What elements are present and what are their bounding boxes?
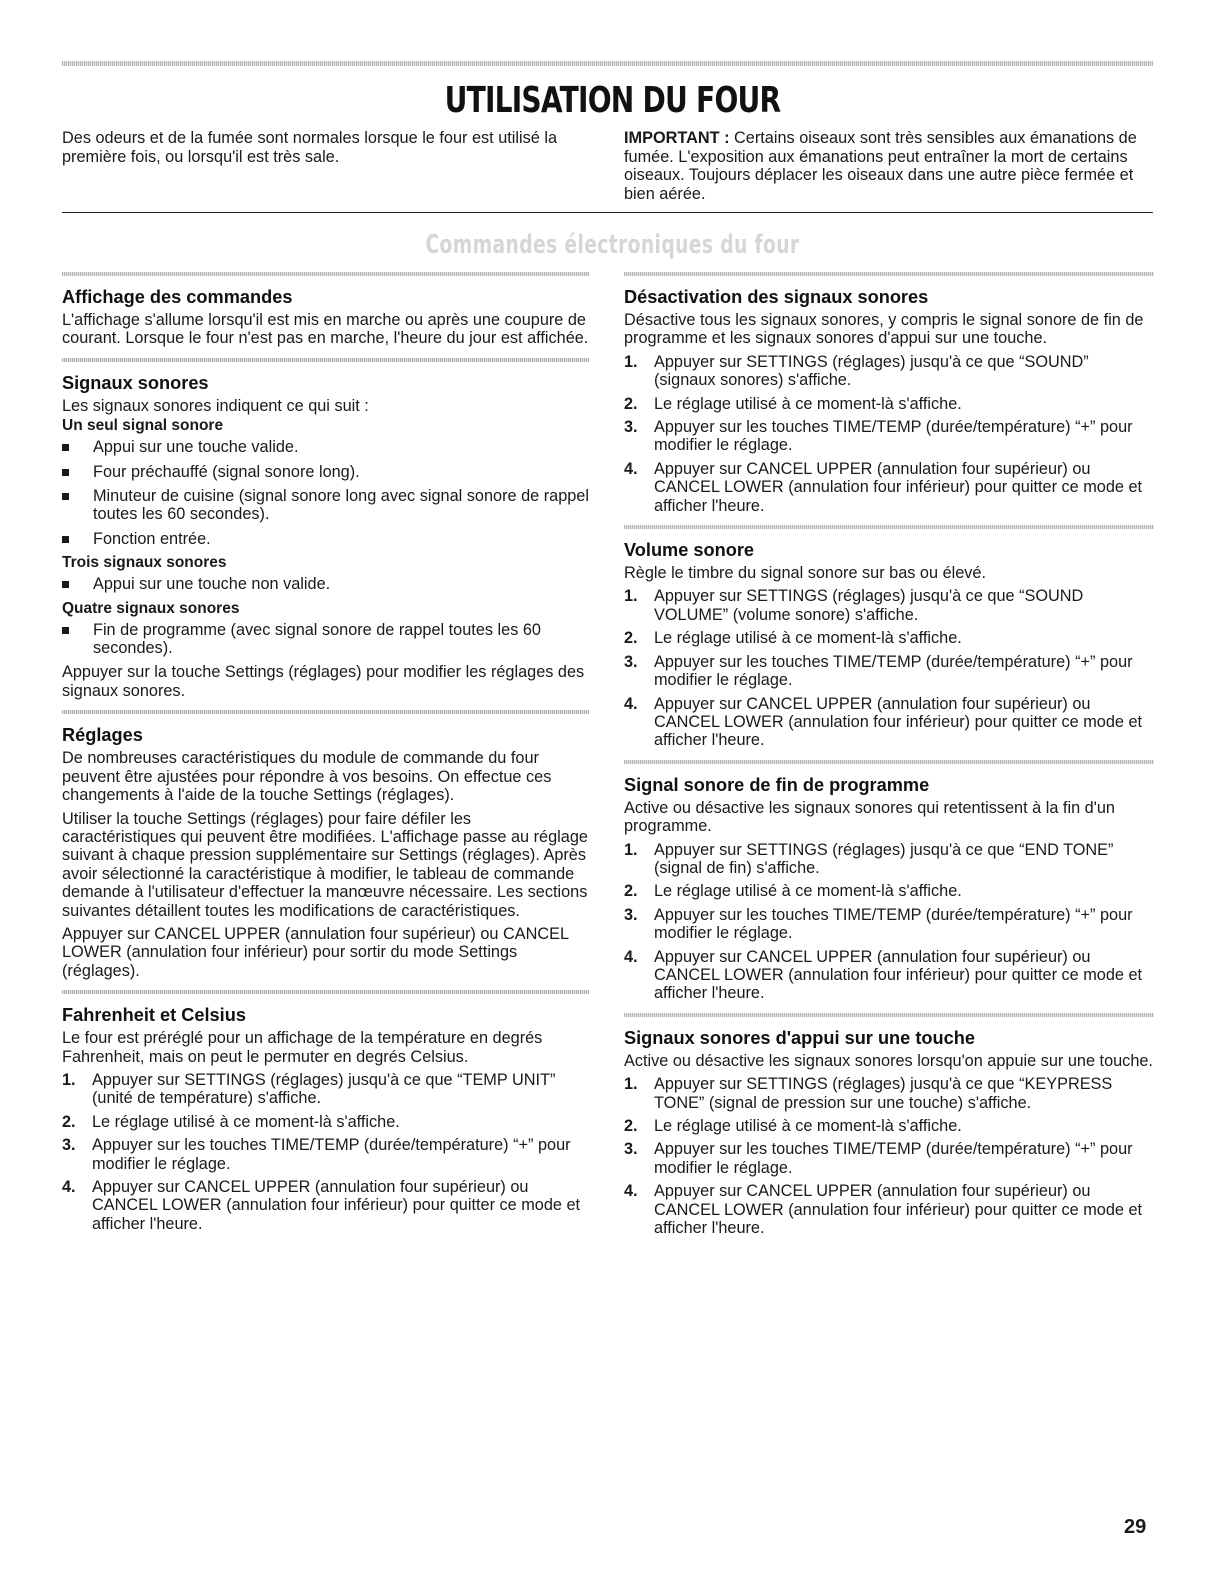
numbered-list: [624, 587, 1154, 749]
list-item: Fin de programme (avec signal sonore de rappel toutes les 60 secondes).: [62, 621, 589, 658]
step-number: 1.: [62, 1070, 76, 1089]
page-number: 29: [1124, 1516, 1147, 1538]
step-number: 4.: [624, 459, 638, 478]
bullet-square-icon: [62, 581, 69, 588]
list-item: Four préchauffé (signal sonore long).: [62, 463, 589, 481]
section-fin-programme: [624, 774, 1154, 1003]
section-heading: Signaux sonores: [62, 372, 209, 393]
paragraph: Active ou désactive les signaux sonores lorsqu'on appuie sur une touche.: [624, 1051, 1153, 1070]
step-number: 2.: [624, 629, 638, 648]
important-text: Certains oiseaux sont très sensibles aux émanations de fumée. L'exposition aux émanations peut entraîner la mort de certains oiseaux. Toujours déplacer les oiseaux dans une autre pièce fermée et bien aérée.: [624, 129, 1137, 203]
step-number: 4.: [624, 694, 638, 713]
section-fahrenheit: [62, 1004, 589, 1233]
bullet-square-icon: [62, 627, 69, 634]
list-item: 1. Appuyer sur SETTINGS (réglages) jusqu'à ce que “END TONE” (signal de fin) s'affiche.: [624, 840, 1114, 877]
page-title: UTILISATION DU FOUR: [444, 80, 781, 121]
section-title: Commandes électroniques du four: [425, 230, 800, 260]
list-item: Minuteur de cuisine (signal sonore long avec signal sonore de rappel toutes les 60 secondes).: [62, 487, 589, 524]
list-item: 3. Appuyer sur les touches TIME/TEMP (durée/température) “+” pour modifier le réglage.: [624, 418, 1133, 455]
list-item: 1. Appuyer sur SETTINGS (réglages) jusqu'à ce que “TEMP UNIT” (unité de température) s'affiche.: [62, 1070, 556, 1108]
divider: [624, 272, 1154, 276]
important-label: IMPORTANT :: [624, 129, 730, 147]
step-number: 4.: [624, 947, 638, 966]
subheading: Quatre signaux sonores: [62, 599, 240, 617]
numbered-list: [62, 1071, 589, 1233]
numbered-list: [624, 1075, 1154, 1237]
bullet-list: [62, 575, 589, 593]
step-number: 1.: [624, 840, 638, 859]
section-rule: [62, 212, 1153, 213]
left-column: [62, 272, 589, 1243]
bullet-list: [62, 621, 589, 658]
subheading: Trois signaux sonores: [62, 554, 227, 572]
divider: [624, 525, 1154, 529]
divider: [624, 760, 1154, 764]
list-item: 4. Appuyer sur CANCEL UPPER (annulation four supérieur) ou CANCEL LOWER (annulation four inférieur) pour quitter ce mode et afficher l'heure.: [624, 459, 1143, 515]
step-number: 4.: [624, 1182, 638, 1201]
paragraph: Règle le timbre du signal sonore sur bas ou élevé.: [624, 564, 987, 583]
paragraph: Désactive tous les signaux sonores, y compris le signal sonore de fin de programme et les signaux sonores d'appui sur une touche.: [624, 311, 1144, 348]
step-number: 1.: [624, 587, 638, 606]
step-number: 3.: [624, 418, 638, 437]
paragraph: De nombreuses caractéristiques du module de commande du four peuvent être ajustées pour répondre à vos besoins. On effectue ces changements à l'aide de la touche Settings (réglages).: [62, 749, 552, 805]
bullet-list: [62, 438, 589, 548]
list-item: 2. Le réglage utilisé à ce moment-là s'affiche.: [624, 629, 962, 648]
step-number: 1.: [624, 352, 638, 371]
section-appui-touche: [624, 1027, 1154, 1238]
subheading: Un seul signal sonore: [62, 417, 224, 435]
divider: [624, 1013, 1154, 1017]
step-number: 1.: [624, 1075, 638, 1094]
step-number: 2.: [624, 394, 638, 413]
divider: [62, 710, 589, 714]
numbered-list: [624, 353, 1154, 515]
divider: [62, 358, 589, 362]
step-number: 3.: [624, 652, 638, 671]
bullet-square-icon: [62, 444, 69, 451]
section-reglages: [62, 724, 589, 980]
list-item: 2. Le réglage utilisé à ce moment-là s'affiche.: [624, 882, 962, 901]
list-item: Appui sur une touche non valide.: [62, 575, 589, 593]
divider: [62, 272, 589, 276]
paragraph: Le four est préréglé pour un affichage de la température en degrés Fahrenheit, mais on peut le permuter en degrés Celsius.: [62, 1029, 543, 1066]
paragraph: Utiliser la touche Settings (réglages) pour faire défiler les caractéristiques qui peuvent être modifiées. L'affichage passe au réglage suivant à chaque pression supplémentaire sur Settings (réglages). Après avoir sélectionné la caractéristique à modifier, le tableau de commande demande à l'utilisateur d'effectuer la manœuvre nécessaire. Les sections suivantes détaillent toutes les modifications de caractéristiques.: [62, 809, 588, 920]
list-item: 3. Appuyer sur les touches TIME/TEMP (durée/température) “+” pour modifier le réglage.: [624, 1140, 1133, 1177]
section-heading: Réglages: [62, 725, 143, 746]
section-desactivation: [624, 286, 1154, 515]
list-item: 4. Appuyer sur CANCEL UPPER (annulation four supérieur) ou CANCEL LOWER (annulation four inférieur) pour quitter ce mode et afficher l'heure.: [624, 694, 1143, 750]
section-heading: Volume sonore: [624, 540, 755, 561]
intro-smoke-note: Des odeurs et de la fumée sont normales lorsque le four est utilisé la première fois, ou lorsqu'il est très sale.: [62, 129, 558, 166]
section-heading: Signaux sonores d'appui sur une touche: [624, 1027, 975, 1048]
section-volume: [624, 539, 1154, 750]
list-item: 2. Le réglage utilisé à ce moment-là s'affiche.: [62, 1112, 400, 1131]
list-item: 4. Appuyer sur CANCEL UPPER (annulation four supérieur) ou CANCEL LOWER (annulation four inférieur) pour quitter ce mode et afficher l'heure.: [624, 1182, 1143, 1238]
list-item: 1. Appuyer sur SETTINGS (réglages) jusqu'à ce que “SOUND VOLUME” (volume sonore) s'affiche.: [624, 587, 1084, 624]
list-item: 3. Appuyer sur les touches TIME/TEMP (durée/température) “+” pour modifier le réglage.: [62, 1136, 571, 1173]
step-number: 3.: [624, 905, 638, 924]
list-item: 4. Appuyer sur CANCEL UPPER (annulation four supérieur) ou CANCEL LOWER (annulation four inférieur) pour quitter ce mode et afficher l'heure.: [624, 947, 1143, 1003]
list-item: 4. Appuyer sur CANCEL UPPER (annulation four supérieur) ou CANCEL LOWER (annulation four inférieur) pour quitter ce mode et afficher l'heure.: [62, 1178, 581, 1233]
section-heading: Affichage des commandes: [62, 287, 293, 307]
numbered-list: [624, 841, 1154, 1003]
step-number: 2.: [624, 882, 638, 901]
step-number: 2.: [62, 1112, 76, 1131]
paragraph: Les signaux sonores indiquent ce qui suit :: [62, 396, 369, 415]
step-number: 3.: [62, 1136, 76, 1155]
paragraph: Appuyer sur CANCEL UPPER (annulation four supérieur) ou CANCEL LOWER (annulation four inférieur) pour sortir du mode Settings (réglages).: [62, 924, 569, 980]
divider: [62, 990, 589, 994]
section-heading: Signal sonore de fin de programme: [624, 774, 930, 795]
bullet-square-icon: [62, 536, 69, 543]
step-number: 4.: [62, 1178, 76, 1196]
bullet-square-icon: [62, 469, 69, 476]
list-item: 2. Le réglage utilisé à ce moment-là s'affiche.: [624, 1117, 962, 1135]
paragraph: L'affichage s'allume lorsqu'il est mis en marche ou après une coupure de courant. Lorsque le four n'est pas en marche, l'heure du jour est affichée.: [62, 311, 589, 348]
list-item: 1. Appuyer sur SETTINGS (réglages) jusqu'à ce que “KEYPRESS TONE” (signal de pression sur une touche) s'affiche.: [624, 1075, 1113, 1112]
intro-important-note: [624, 129, 1154, 203]
paragraph: Appuyer sur la touche Settings (réglages) pour modifier les réglages des signaux sonores.: [62, 663, 585, 700]
step-number: 3.: [624, 1140, 638, 1159]
list-item: Fonction entrée.: [62, 530, 589, 548]
list-item: Appui sur une touche valide.: [62, 438, 589, 456]
section-signaux: [62, 372, 589, 700]
list-item: 3. Appuyer sur les touches TIME/TEMP (durée/température) “+” pour modifier le réglage.: [624, 652, 1133, 690]
right-column: [624, 272, 1154, 1247]
bullet-square-icon: [62, 493, 69, 500]
paragraph: Active ou désactive les signaux sonores qui retentissent à la fin d'un programme.: [624, 798, 1115, 836]
top-rule: [62, 61, 1153, 66]
step-number: 2.: [624, 1117, 638, 1135]
list-item: 1. Appuyer sur SETTINGS (réglages) jusqu'à ce que “SOUND” (signaux sonores) s'affiche.: [624, 352, 1089, 390]
list-item: 2. Le réglage utilisé à ce moment-là s'affiche.: [624, 394, 962, 413]
list-item: 3. Appuyer sur les touches TIME/TEMP (durée/température) “+” pour modifier le réglage.: [624, 905, 1133, 943]
section-heading: Fahrenheit et Celsius: [62, 1005, 246, 1026]
section-affichage: [62, 286, 589, 348]
section-heading: Désactivation des signaux sonores: [624, 287, 929, 307]
